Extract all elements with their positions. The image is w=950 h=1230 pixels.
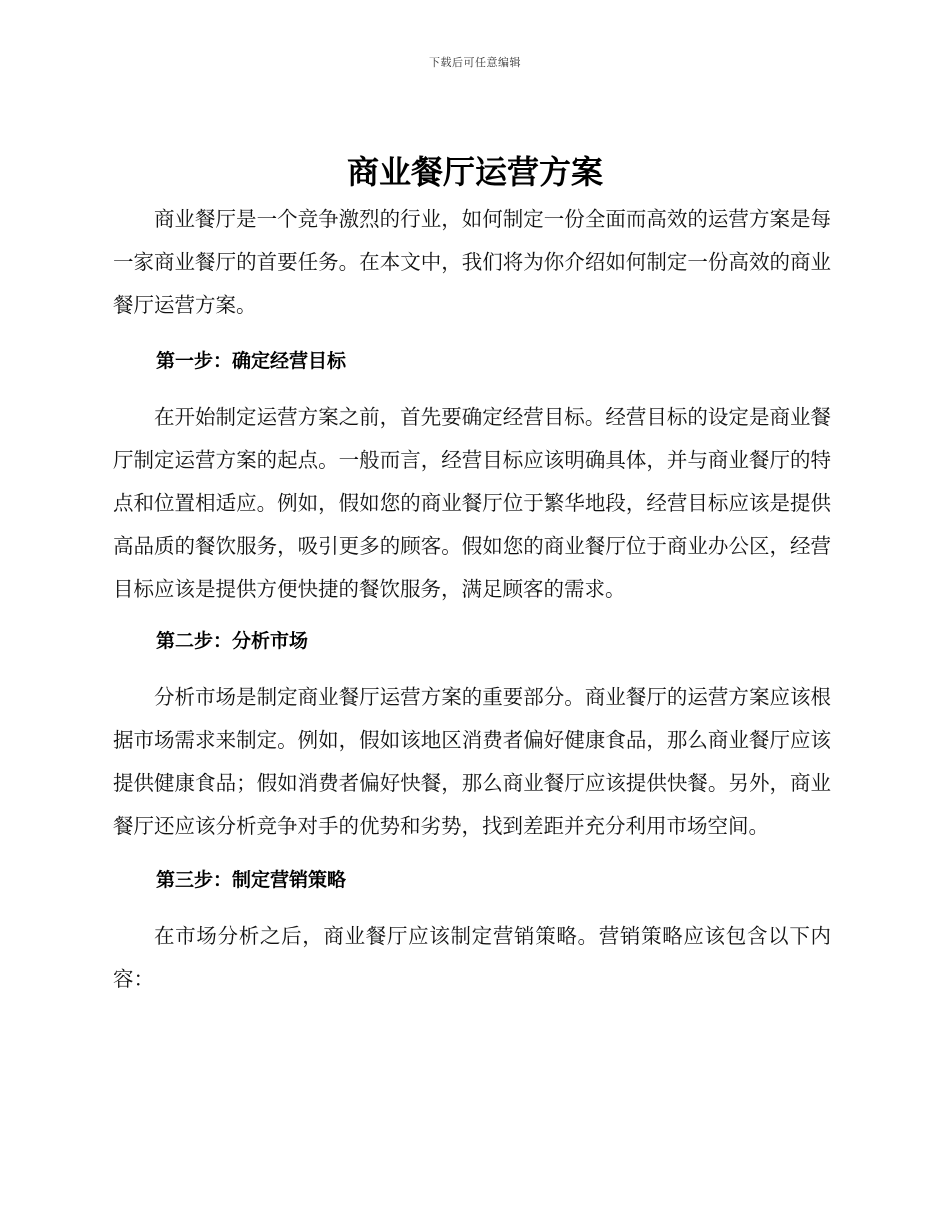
document-title: 商业餐厅运营方案 (346, 153, 603, 191)
step-2-paragraph: 分析市场是制定商业餐厅运营方案的重要部分。商业餐厅的运营方案应该根据市场需求来制定。例如，假如该地区消费者偏好健康食品，那么商业餐厅应该提供健康食品；假如消费者偏好快餐，那么商业餐厅应该提供快餐。另外，商业餐厅还应该分析竞争对手的优势和劣势，找到差距并充分利用市场空间。 (113, 685, 831, 838)
step-3-heading: 第三步：制定营销策略 (156, 869, 347, 891)
header-note: 下载后可任意编辑 (429, 56, 521, 69)
step-3-paragraph: 在市场分析之后，商业餐厅应该制定营销策略。营销策略应该包含以下内容： (113, 924, 831, 991)
step-2-heading: 第二步：分析市场 (156, 630, 309, 652)
step-1-heading: 第一步：确定经营目标 (156, 350, 347, 372)
document-body (113, 198, 831, 1001)
step-1-paragraph: 在开始制定运营方案之前，首先要确定经营目标。经营目标的设定是商业餐厅制定运营方案的起点。一般而言，经营目标应该明确具体，并与商业餐厅的特点和位置相适应。例如，假如您的商业餐厅位于繁华地段，经营目标应该是提供高品质的餐饮服务，吸引更多的顾客。假如您的商业餐厅位于商业办公区，经营目标应该是提供方便快捷的餐饮服务，满足顾客的需求。 (113, 405, 831, 601)
intro-paragraph: 商业餐厅是一个竞争激烈的行业，如何制定一份全面而高效的运营方案是每一家商业餐厅的首要任务。在本文中，我们将为你介绍如何制定一份高效的商业餐厅运营方案。 (113, 207, 831, 317)
